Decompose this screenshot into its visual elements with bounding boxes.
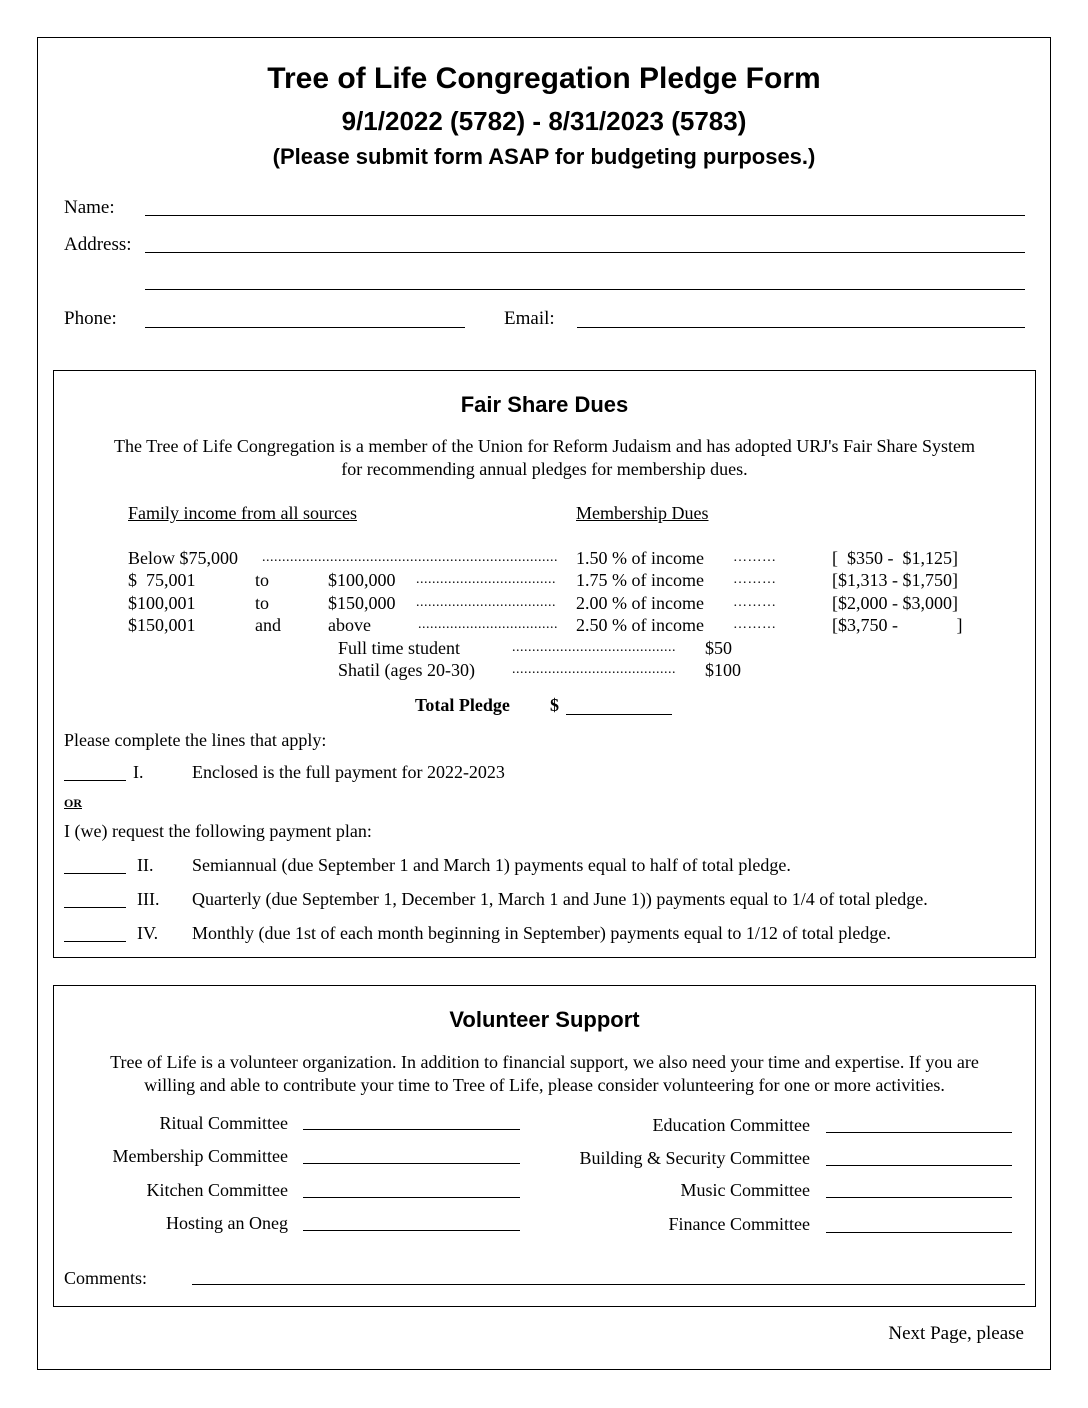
option-2-number: II.	[137, 855, 154, 875]
committee-label-building-security: Building & Security Committee	[579, 1148, 810, 1168]
form-title: Tree of Life Congregation Pledge Form	[267, 62, 821, 95]
committee-field-oneg[interactable]	[303, 1230, 520, 1231]
total-pledge-field[interactable]	[566, 714, 672, 715]
complete-note: Please complete the lines that apply:	[64, 730, 327, 750]
total-pledge-symbol: $	[550, 695, 559, 715]
shatil-label: Shatil (ages 20-30)	[338, 660, 475, 680]
fair-share-intro-1: The Tree of Life Congregation is a member of the Union for Reform Judaism and has adopted URJ's Fair Share System	[113, 436, 976, 456]
volunteer-intro-1: Tree of Life is a volunteer organization. In addition to financial support, we also need your time and expertise. If you are	[110, 1052, 979, 1072]
income-conj: and	[255, 615, 281, 635]
dues-rate: 2.00 % of income	[576, 593, 704, 613]
address-field-line-1[interactable]	[145, 252, 1025, 253]
form-dates: 9/1/2022 (5782) - 8/31/2023 (5783)	[341, 106, 747, 136]
committee-field-kitchen[interactable]	[303, 1197, 520, 1198]
committee-field-education[interactable]	[826, 1132, 1012, 1133]
committee-label-membership: Membership Committee	[112, 1146, 288, 1166]
leader-dots: ………	[733, 617, 777, 632]
income-low: $150,001	[128, 615, 196, 635]
leader-dots: ………	[733, 550, 777, 565]
dues-range: [$3,750 - ]	[832, 615, 963, 635]
leader-dots: ...................................	[416, 595, 556, 610]
income-high: $150,000	[328, 593, 396, 613]
income-conj: to	[255, 570, 270, 590]
leader-dots: ………	[733, 572, 777, 587]
leader-dots: ..........................................................................	[262, 550, 558, 565]
income-low: $ 75,001	[128, 570, 196, 590]
dues-rate: 1.75 % of income	[576, 570, 704, 590]
committee-label-ritual: Ritual Committee	[159, 1113, 288, 1133]
committee-field-ritual[interactable]	[303, 1129, 520, 1130]
committee-label-finance: Finance Committee	[668, 1214, 810, 1234]
name-field[interactable]	[145, 215, 1025, 216]
shatil-amount: $100	[705, 660, 741, 680]
submit-note: (Please submit form ASAP for budgeting purposes.)	[272, 144, 816, 169]
income-low: Below $75,000	[128, 548, 238, 568]
volunteer-intro-2: willing and able to contribute your time to Tree of Life, please consider volunteering for one or more activities.	[144, 1075, 945, 1095]
dues-range: [ $350 - $1,125]	[832, 548, 958, 568]
dues-column-header: Membership Dues	[576, 503, 709, 523]
committee-field-music[interactable]	[826, 1197, 1012, 1198]
committee-field-building-security[interactable]	[826, 1165, 1012, 1166]
address-field-line-2[interactable]	[145, 289, 1025, 290]
total-pledge-label: Total Pledge	[415, 695, 510, 715]
dues-rate: 1.50 % of income	[576, 548, 704, 568]
option-4-number: IV.	[137, 923, 159, 943]
committee-label-music: Music Committee	[680, 1180, 810, 1200]
student-amount: $50	[705, 638, 732, 658]
comments-label: Comments:	[64, 1268, 148, 1288]
leader-dots: .........................................	[512, 640, 676, 655]
option-1-field[interactable]	[64, 780, 126, 781]
committee-label-kitchen: Kitchen Committee	[146, 1180, 288, 1200]
leader-dots: .........................................	[512, 662, 676, 677]
income-low: $100,001	[128, 593, 196, 613]
or-label: OR	[64, 796, 82, 810]
fair-share-intro-2: for recommending annual pledges for membership dues.	[341, 459, 748, 479]
option-2-field[interactable]	[64, 873, 126, 874]
income-column-header: Family income from all sources	[128, 503, 357, 523]
dues-range: [$1,313 - $1,750]	[832, 570, 958, 590]
name-label: Name:	[64, 197, 115, 218]
option-1-text: Enclosed is the full payment for 2022-2023	[192, 762, 505, 782]
comments-field[interactable]	[192, 1284, 1025, 1285]
option-3-number: III.	[137, 889, 160, 909]
committee-field-membership[interactable]	[303, 1163, 520, 1164]
volunteer-heading: Volunteer Support	[449, 1007, 640, 1032]
option-4-field[interactable]	[64, 941, 126, 942]
option-3-field[interactable]	[64, 907, 126, 908]
next-page-note: Next Page, please	[888, 1323, 1024, 1344]
committee-label-oneg: Hosting an Oneg	[166, 1213, 288, 1233]
leader-dots: ...................................	[416, 572, 556, 587]
leader-dots: ………	[733, 595, 777, 610]
income-conj: to	[255, 593, 270, 613]
option-4-text: Monthly (due 1st of each month beginning in September) payments equal to 1/12 of total pledge.	[192, 923, 891, 943]
committee-field-finance[interactable]	[826, 1232, 1012, 1233]
option-3-text: Quarterly (due September 1, December 1, March 1 and June 1)) payments equal to 1/4 of total pledge.	[192, 889, 928, 909]
option-1-number: I.	[133, 762, 144, 782]
income-high: $100,000	[328, 570, 396, 590]
address-label: Address:	[64, 234, 132, 255]
phone-field[interactable]	[145, 327, 465, 328]
fair-share-heading: Fair Share Dues	[460, 392, 629, 417]
email-field[interactable]	[577, 327, 1025, 328]
plan-intro: I (we) request the following payment plan:	[64, 821, 372, 841]
committee-label-education: Education Committee	[652, 1115, 810, 1135]
dues-range: [$2,000 - $3,000]	[832, 593, 958, 613]
option-2-text: Semiannual (due September 1 and March 1) payments equal to half of total pledge.	[192, 855, 791, 875]
phone-label: Phone:	[64, 308, 117, 329]
student-label: Full time student	[338, 638, 461, 658]
income-high: above	[328, 615, 371, 635]
email-label: Email:	[504, 308, 555, 329]
leader-dots: ...................................	[418, 617, 558, 632]
dues-rate: 2.50 % of income	[576, 615, 704, 635]
